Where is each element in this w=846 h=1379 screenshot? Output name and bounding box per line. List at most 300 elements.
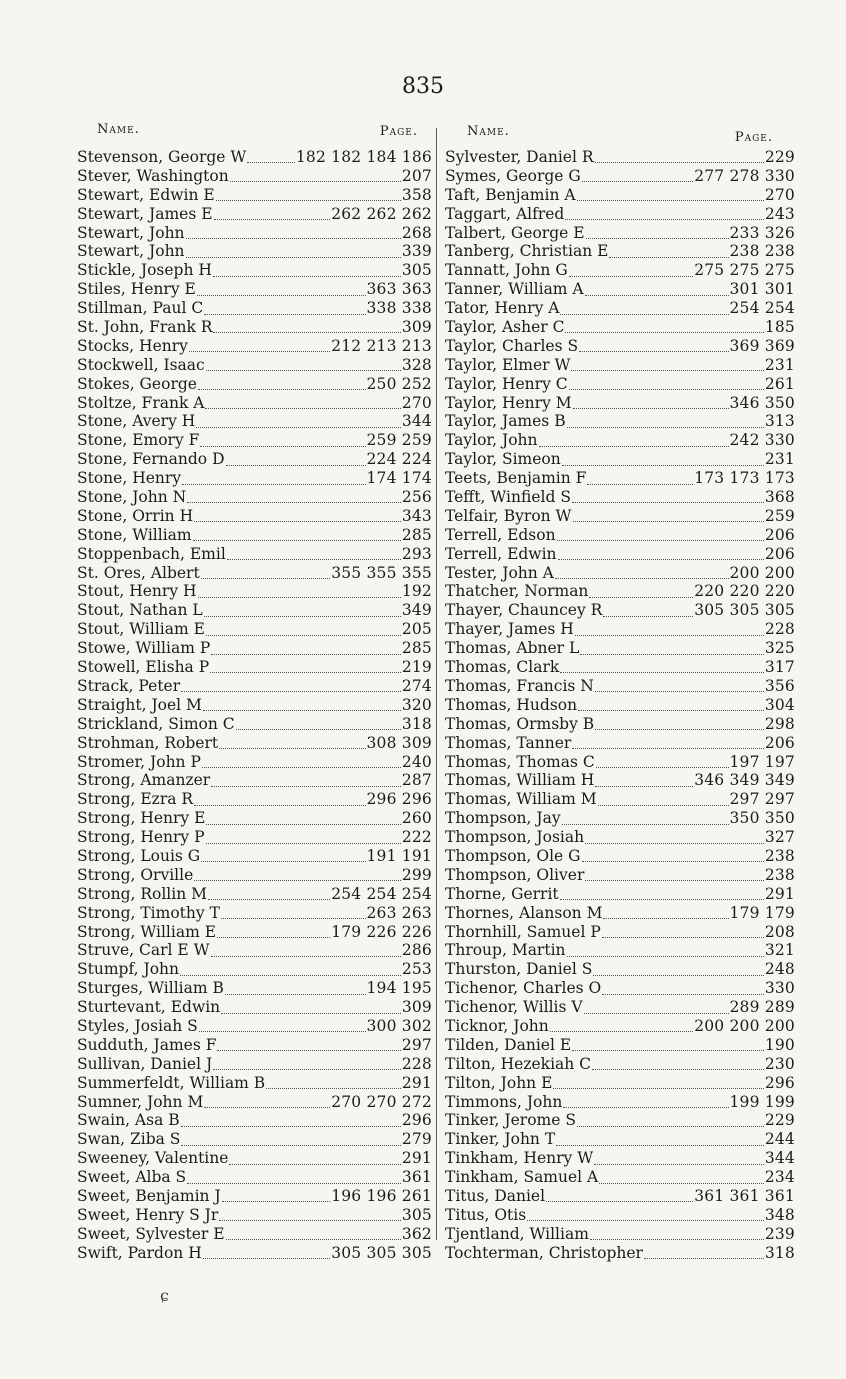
- dot-leader: [180, 974, 401, 976]
- index-entry: [445, 412, 795, 431]
- dot-leader: [562, 823, 729, 825]
- entry-name: Strickland, Simon C: [77, 714, 235, 733]
- entry-name: Stewart, Edwin E: [77, 185, 215, 204]
- entry-pages: 320: [401, 695, 432, 714]
- index-entry: [445, 167, 795, 186]
- entry-name: Tanner, William A: [445, 280, 584, 299]
- entry-name: Tichenor, Charles O: [445, 979, 602, 998]
- entry-pages: 253: [401, 960, 432, 979]
- entry-pages: 219: [401, 658, 432, 677]
- index-entry: [77, 582, 432, 601]
- index-entry: [445, 1017, 795, 1036]
- entry-name: Thomas, Hudson: [445, 695, 578, 714]
- entry-pages: 233 326: [729, 223, 795, 242]
- index-entry: [445, 601, 795, 620]
- entry-pages: 321: [764, 941, 795, 960]
- entry-name: Stewart, James E: [77, 204, 213, 223]
- dot-leader: [203, 1257, 330, 1259]
- entry-pages: 270: [401, 393, 432, 412]
- dot-leader: [556, 1144, 764, 1146]
- index-entry: [77, 1149, 432, 1168]
- index-entry: [77, 715, 432, 734]
- entry-pages: 358: [401, 185, 432, 204]
- dot-leader: [187, 501, 401, 503]
- index-entry: [445, 375, 795, 394]
- index-entry: [77, 242, 432, 261]
- dot-leader: [569, 275, 693, 277]
- dot-leader: [213, 331, 400, 333]
- dot-leader: [565, 218, 763, 220]
- entry-name: Thatcher, Norman: [445, 582, 589, 601]
- entry-name: Strack, Peter: [77, 676, 181, 695]
- index-entry: [445, 356, 795, 375]
- entry-pages: 212 213 213: [331, 336, 432, 355]
- entry-name: Terrell, Edwin: [445, 544, 557, 563]
- entry-name: Thomas, Ormsby B: [445, 714, 595, 733]
- index-entry: [445, 280, 795, 299]
- dot-leader: [194, 520, 401, 522]
- entry-pages: 296 296: [366, 790, 432, 809]
- dot-leader: [204, 1106, 330, 1108]
- index-entry: [445, 261, 795, 280]
- index-entry: [445, 1036, 795, 1055]
- entry-name: Thayer, Chauncey R: [445, 601, 603, 620]
- dot-leader: [211, 653, 401, 655]
- index-entry: [77, 299, 432, 318]
- entry-name: Taylor, Henry C: [445, 374, 568, 393]
- entry-pages: 297 297: [729, 790, 795, 809]
- entry-name: Teets, Benjamin F: [445, 469, 587, 488]
- entry-pages: 343: [401, 506, 432, 525]
- dot-leader: [609, 256, 728, 258]
- entry-pages: 305: [401, 261, 432, 280]
- entry-name: Thomas, William H: [445, 771, 595, 790]
- entry-name: Stout, William E: [77, 620, 205, 639]
- dot-leader: [603, 615, 693, 617]
- dot-leader: [573, 407, 729, 409]
- dot-leader: [594, 1163, 764, 1165]
- entry-pages: 344: [401, 412, 432, 431]
- index-entry: [445, 507, 795, 526]
- entry-pages: 182 182 184 186: [295, 148, 432, 166]
- entry-pages: 197 197: [729, 752, 795, 771]
- dot-leader: [204, 615, 401, 617]
- entry-name: Stumpf, John: [77, 960, 179, 979]
- dot-leader: [236, 728, 401, 730]
- index-entry: [77, 469, 432, 488]
- dot-leader: [557, 539, 764, 541]
- dot-leader: [217, 936, 330, 938]
- index-entry: [445, 450, 795, 469]
- dot-leader: [199, 1030, 366, 1032]
- entry-name: Titus, Daniel: [445, 1186, 546, 1205]
- entry-name: Stone, Emory F: [77, 431, 200, 450]
- entry-pages: 205: [401, 620, 432, 639]
- entry-name: Tilton, Hezekiah C: [445, 1054, 592, 1073]
- entry-name: Sweeney, Valentine: [77, 1149, 229, 1168]
- entry-name: Timmons, John: [445, 1092, 563, 1111]
- entry-pages: 238 238: [729, 242, 795, 261]
- index-entry: [77, 677, 432, 696]
- dot-leader: [577, 199, 764, 201]
- index-entry: [445, 1187, 795, 1206]
- index-entry: [77, 280, 432, 299]
- dot-leader: [225, 993, 366, 995]
- index-entry: [77, 620, 432, 639]
- entry-pages: 199 199: [729, 1092, 795, 1111]
- entry-name: Tanberg, Christian E: [445, 242, 609, 261]
- entry-name: Stone, Henry: [77, 469, 182, 488]
- dot-leader: [598, 804, 729, 806]
- entry-pages: 228: [764, 620, 795, 639]
- dot-leader: [214, 218, 331, 220]
- entry-name: Swift, Pardon H: [77, 1243, 202, 1262]
- entry-name: Sweet, Benjamin J: [77, 1186, 221, 1205]
- index-entry: [77, 734, 432, 753]
- dot-leader: [602, 936, 764, 938]
- index-entry: [77, 1074, 432, 1093]
- entry-name: Tester, John A: [445, 563, 554, 582]
- entry-name: Strong, Henry E: [77, 809, 206, 828]
- entry-pages: 244: [764, 1130, 795, 1149]
- index-entry: [77, 1244, 432, 1263]
- entry-pages: 261: [764, 374, 795, 393]
- page-header: Page.: [734, 130, 773, 145]
- entry-name: Titus, Otis: [445, 1205, 527, 1224]
- entry-name: Stone, Fernando D: [77, 450, 225, 469]
- entry-pages: 228: [401, 1054, 432, 1073]
- entry-name: Struve, Carl E W: [77, 941, 210, 960]
- index-entry: [77, 148, 432, 167]
- entry-pages: 222: [401, 828, 432, 847]
- entry-name: Throup, Martin: [445, 941, 566, 960]
- entry-pages: 293: [401, 544, 432, 563]
- entry-name: Strong, Amanzer: [77, 771, 211, 790]
- entry-pages: 313: [764, 412, 795, 431]
- entry-pages: 229: [764, 1111, 795, 1130]
- dot-leader: [603, 917, 728, 919]
- index-entry: [445, 1130, 795, 1149]
- index-entry: [77, 488, 432, 507]
- entry-name: Stone, William: [77, 525, 192, 544]
- entry-name: Thomas, Abner L: [445, 639, 580, 658]
- entry-pages: 231: [764, 355, 795, 374]
- dot-leader: [582, 860, 764, 862]
- entry-name: Strong, Rollin M: [77, 884, 208, 903]
- index-entry: [77, 847, 432, 866]
- index-entry: [445, 771, 795, 790]
- entry-pages: 229: [764, 148, 795, 166]
- name-header: Name.: [467, 124, 510, 139]
- entry-name: Strong, William E: [77, 922, 217, 941]
- entry-pages: 206: [764, 525, 795, 544]
- entry-name: Tichenor, Willis V: [445, 998, 583, 1017]
- entry-pages: 224 224: [366, 450, 432, 469]
- entry-pages: 287: [401, 771, 432, 790]
- index-entry: [445, 620, 795, 639]
- entry-name: Stoltze, Frank A: [77, 393, 205, 412]
- dot-leader: [181, 1144, 400, 1146]
- entry-name: Tilton, John E: [445, 1073, 553, 1092]
- dot-leader: [584, 1012, 729, 1014]
- entry-name: Tinkham, Samuel A: [445, 1168, 599, 1187]
- dot-leader: [201, 577, 331, 579]
- dot-leader: [596, 766, 729, 768]
- dot-leader: [560, 671, 764, 673]
- entry-pages: 285: [401, 525, 432, 544]
- entry-pages: 254 254: [729, 299, 795, 318]
- entry-pages: 248: [764, 960, 795, 979]
- dot-leader: [587, 483, 693, 485]
- entry-pages: 259: [764, 506, 795, 525]
- entry-name: Summerfeldt, William B: [77, 1073, 266, 1092]
- dot-leader: [205, 407, 400, 409]
- dot-leader: [567, 955, 764, 957]
- entry-name: Stockwell, Isaac: [77, 355, 205, 374]
- entry-name: Thompson, Ole G: [445, 846, 581, 865]
- index-entry: [445, 639, 795, 658]
- index-entry: [77, 639, 432, 658]
- dot-leader: [230, 180, 401, 182]
- index-entry: [77, 261, 432, 280]
- entry-name: Taylor, Elmer W: [445, 355, 571, 374]
- index-entry: [77, 431, 432, 450]
- entry-pages: 238: [764, 865, 795, 884]
- index-entry: [445, 1168, 795, 1187]
- index-entry: [445, 431, 795, 450]
- index-entry: [77, 1036, 432, 1055]
- index-entry: [445, 1093, 795, 1112]
- entry-name: Taylor, James B: [445, 412, 566, 431]
- column-divider: [436, 128, 437, 1240]
- index-entry: [77, 941, 432, 960]
- entry-pages: 206: [764, 544, 795, 563]
- entry-pages: 339: [401, 242, 432, 261]
- index-entry: [77, 696, 432, 715]
- dot-leader: [194, 804, 365, 806]
- index-entry: [445, 790, 795, 809]
- index-entry: [77, 205, 432, 224]
- dot-leader: [589, 596, 693, 598]
- dot-leader: [222, 1200, 331, 1202]
- entry-pages: 234: [764, 1168, 795, 1187]
- entry-pages: 179 226 226: [331, 922, 432, 941]
- entry-name: Sweet, Alba S: [77, 1168, 187, 1187]
- entry-name: Sweet, Henry S Jr: [77, 1205, 219, 1224]
- dot-leader: [206, 823, 400, 825]
- dot-leader: [586, 237, 729, 239]
- index-entry: [445, 1225, 795, 1244]
- left-column: [77, 118, 432, 1263]
- index-entry: [77, 394, 432, 413]
- dot-leader: [193, 539, 401, 541]
- dot-leader: [266, 1087, 401, 1089]
- entry-pages: 305: [401, 1205, 432, 1224]
- index-entry: [445, 941, 795, 960]
- entry-pages: 338 338: [366, 299, 432, 318]
- index-entry: [77, 1093, 432, 1112]
- entry-pages: 291: [401, 1149, 432, 1168]
- entry-pages: 305 305 305: [331, 1243, 432, 1262]
- entry-name: Stout, Nathan L: [77, 601, 203, 620]
- dot-leader: [546, 1200, 693, 1202]
- entry-name: Thomas, Thomas C: [445, 752, 595, 771]
- entry-name: Taylor, Charles S: [445, 336, 579, 355]
- entry-name: Thomas, Francis N: [445, 676, 594, 695]
- entry-pages: 299: [401, 865, 432, 884]
- dot-leader: [582, 180, 693, 182]
- index-entry: [77, 1111, 432, 1130]
- entry-name: Sudduth, James F: [77, 1035, 217, 1054]
- index-entry: [445, 885, 795, 904]
- name-header: Name.: [97, 122, 140, 137]
- entry-pages: 230: [764, 1054, 795, 1073]
- index-entry: [445, 658, 795, 677]
- entry-name: Taylor, Simeon: [445, 450, 561, 469]
- dot-leader: [585, 879, 763, 881]
- dot-leader: [572, 501, 764, 503]
- dot-leader: [595, 785, 693, 787]
- index-entry: [77, 753, 432, 772]
- dot-leader: [208, 898, 330, 900]
- entry-name: Stone, Avery H: [77, 412, 196, 431]
- entry-name: Thompson, Oliver: [445, 865, 585, 884]
- entry-name: Swain, Asa B: [77, 1111, 180, 1130]
- entry-pages: 173 173 173: [694, 469, 795, 488]
- index-entry: [77, 318, 432, 337]
- entry-pages: 309: [401, 318, 432, 337]
- dot-leader: [221, 1012, 401, 1014]
- dot-leader: [565, 331, 763, 333]
- entry-name: Strong, Henry P: [77, 828, 205, 847]
- dot-leader: [221, 917, 366, 919]
- dot-leader: [592, 1068, 764, 1070]
- entry-pages: 296: [401, 1111, 432, 1130]
- index-entry: [77, 450, 432, 469]
- dot-leader: [553, 1087, 763, 1089]
- dot-leader: [595, 728, 764, 730]
- dot-leader: [201, 860, 365, 862]
- entry-name: Strohman, Robert: [77, 733, 219, 752]
- entry-name: Tefft, Winfield S: [445, 488, 571, 507]
- entry-name: Stromer, John P: [77, 752, 201, 771]
- entry-pages: 300 302: [366, 1016, 432, 1035]
- entry-pages: 260: [401, 809, 432, 828]
- entry-pages: 308 309: [366, 733, 432, 752]
- index-entry: [77, 1187, 432, 1206]
- index-entry: [445, 299, 795, 318]
- entry-name: Taft, Benjamin A: [445, 185, 576, 204]
- dot-leader: [550, 1030, 693, 1032]
- entry-pages: 192: [401, 582, 432, 601]
- dot-leader: [216, 199, 401, 201]
- index-entry: [77, 1225, 432, 1244]
- entry-name: Tinkham, Henry W: [445, 1149, 594, 1168]
- entry-pages: 256: [401, 488, 432, 507]
- entry-name: St. Ores, Albert: [77, 563, 200, 582]
- index-entry: [77, 1168, 432, 1187]
- index-entry: [445, 715, 795, 734]
- entry-pages: 318: [764, 1243, 795, 1262]
- entry-name: Stever, Washington: [77, 166, 229, 185]
- entry-name: Stowell, Elisha P: [77, 658, 210, 677]
- index-entry: [77, 186, 432, 205]
- dot-leader: [573, 520, 764, 522]
- index-entry: [445, 582, 795, 601]
- dot-leader: [202, 766, 401, 768]
- entry-name: Taggart, Alfred: [445, 204, 565, 223]
- index-entry: [445, 224, 795, 243]
- index-entry: [445, 545, 795, 564]
- entry-pages: 238: [764, 846, 795, 865]
- index-entry: [445, 979, 795, 998]
- dot-leader: [539, 445, 729, 447]
- entry-pages: 361 361 361: [694, 1186, 795, 1205]
- index-entry: [445, 904, 795, 923]
- entry-name: Stoppenbach, Emil: [77, 544, 226, 563]
- entry-name: St. John, Frank R: [77, 318, 213, 337]
- dot-leader: [204, 313, 365, 315]
- index-entry: [77, 790, 432, 809]
- index-entry: [77, 375, 432, 394]
- index-entry: [445, 469, 795, 488]
- entry-pages: 317: [764, 658, 795, 677]
- index-entry: [445, 828, 795, 847]
- entry-pages: 270 270 272: [331, 1092, 432, 1111]
- entry-name: Tjentland, William: [445, 1224, 589, 1243]
- entry-name: Thomas, William M: [445, 790, 597, 809]
- dot-leader: [578, 709, 764, 711]
- dot-leader: [585, 842, 764, 844]
- index-entry: [77, 885, 432, 904]
- index-entry: [445, 186, 795, 205]
- entry-pages: 231: [764, 450, 795, 469]
- entry-name: Stone, John N: [77, 488, 187, 507]
- index-entry: [445, 318, 795, 337]
- entry-pages: 289 289: [729, 998, 795, 1017]
- index-entry: [445, 1149, 795, 1168]
- index-entry: [445, 337, 795, 356]
- entry-name: Thornes, Alanson M: [445, 903, 603, 922]
- index-entry: [445, 809, 795, 828]
- entry-pages: 291: [764, 884, 795, 903]
- dot-leader: [575, 634, 764, 636]
- index-entry: [77, 828, 432, 847]
- dot-leader: [213, 275, 401, 277]
- entry-pages: 220 220 220: [694, 582, 795, 601]
- right-column-header: [445, 118, 795, 148]
- entry-name: Taylor, Asher C: [445, 318, 565, 337]
- dot-leader: [569, 388, 764, 390]
- entry-name: Sturges, William B: [77, 979, 224, 998]
- index-entry: [77, 545, 432, 564]
- index-entry: [77, 998, 432, 1017]
- entry-name: Strong, Louis G: [77, 846, 201, 865]
- dot-leader: [182, 483, 365, 485]
- entry-pages: 250 252: [366, 374, 432, 393]
- entry-pages: 318: [401, 714, 432, 733]
- dot-leader: [572, 747, 763, 749]
- entry-pages: 350 350: [729, 809, 795, 828]
- entry-pages: 291: [401, 1073, 432, 1092]
- dot-leader: [527, 1219, 764, 1221]
- dot-leader: [200, 445, 365, 447]
- entry-pages: 275 275 275: [694, 261, 795, 280]
- entry-name: Straight, Joel M: [77, 695, 202, 714]
- index-entry: [445, 847, 795, 866]
- entry-name: Thayer, James H: [445, 620, 574, 639]
- dot-leader: [585, 294, 729, 296]
